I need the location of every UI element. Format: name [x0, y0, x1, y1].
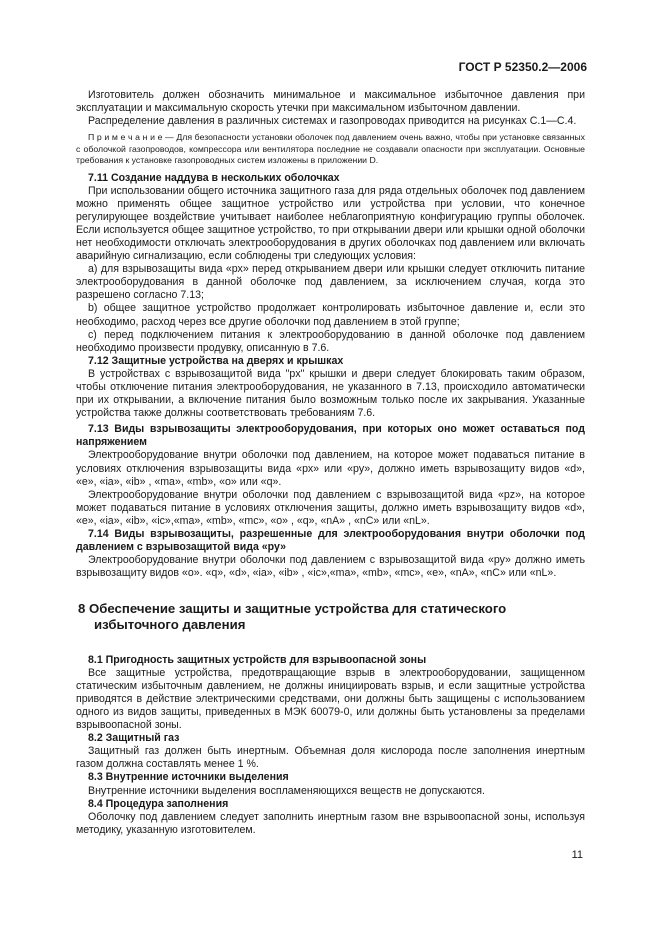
- chapter-heading-line: избыточного давления: [94, 617, 246, 632]
- note: П р и м е ч а н и е — Для безопасности установки оболочек под давлением очень важно, чтобы при установке связанных с оболочкой газопроводов, компрессора или вентилятора последние не создавали опасности при эксплуатации. Основные требования к установке газопроводных систем изложены в приложении D.: [76, 132, 585, 166]
- list-item: с) перед подключением питания к электрооборудованию в данной оболочке под давлением необходимо произвести продувку, описанную в 7.6.: [76, 328, 585, 354]
- paragraph: Оболочку под давлением следует заполнить инертным газом вне взрывоопасной зоны, используя методику, указанную изготовителем.: [76, 810, 585, 836]
- paragraph: Распределение давления в различных системах и газопроводах приводится на рисунках С.1—С.4.: [88, 115, 577, 128]
- document-header: ГОСТ Р 52350.2—2006: [458, 60, 587, 74]
- section-heading-8-4: 8.4 Процедура заполнения: [88, 797, 229, 810]
- paragraph: Все защитные устройства, предотвращающие взрыв в электрооборудовании, защищенном статическим избыточным давлением, не должны инициировать взрыв, и если защитные устройства приводятся в действие электрическими средствами, они должны быть защищены с использованием одного из видов защиты, приведенных в МЭК 60079-0, или должны быть установлены за пределами взрывоопасной зоны.: [76, 666, 585, 732]
- chapter-heading-line: 8 Обеспечение защиты и защитные устройства для статического: [78, 601, 507, 617]
- list-item: а) для взрывозащиты вида «рх» перед открыванием двери или крышки следует отключить питание электрооборудования в данной оболочке под давлением, за исключением случая, когда это разрешено согласно 7.13;: [76, 263, 585, 302]
- paragraph: Электрооборудование внутри оболочки под давлением, на которое может подаваться питание в условиях отключения взрывозащиты вида «рх» или «ру», должно иметь взрывозащиту видов «d», «е», «ia», «ib» , «ma», «mb», «о» или «q».: [76, 449, 585, 488]
- chapter-heading-8: [76, 601, 585, 632]
- page-number: 11: [571, 849, 583, 861]
- section-heading-8-1: 8.1 Пригодность защитных устройств для взрывоопасной зоны: [88, 653, 427, 666]
- paragraph: При использовании общего источника защитного газа для ряда отдельных оболочек под давлением можно применять общее защитное устройство или устройства при условии, что конечное регулирующее воздействие учитывает наиболее неблагоприятную конфигурацию группы оболочек. Если используется общее защитное устройство, то при открывании двери или крышки одной оболочки нет необходимости отключать электрооборудования в других оболочках под давлением или включать аварийную сигнализацию, если соблюдены три следующих условия:: [76, 184, 585, 263]
- paragraph: Электрооборудование внутри оболочки под давлением с взрывозащитой вида «ру» должно иметь взрывозащиту видов «о». «q», «d», «ia», «ib» , «ic»,«ma», «mb», «mc», «е», «nA», «nC» или «nL».: [76, 554, 585, 580]
- document-body: [76, 89, 585, 837]
- section-heading-8-3: 8.3 Внутренние источники выделения: [88, 771, 289, 784]
- section-heading-7-11: 7.11 Создание наддува в нескольких оболочках: [88, 171, 340, 184]
- section-heading-8-2: 8.2 Защитный газ: [88, 732, 180, 745]
- paragraph: Защитный газ должен быть инертным. Объемная доля кислорода после заполнения инертным газом должна составлять менее 1 %.: [76, 745, 585, 771]
- section-heading-7-13: 7.13 Виды взрывозащиты электрооборудования, при которых оно может оставаться под напряжением: [76, 423, 585, 449]
- paragraph: Электрооборудование внутри оболочки под давлением с взрывозащитой вида «pz», на которое может подаваться питание в условиях отключения защиты, должно иметь взрывозащиту видов «d», «е», «ia», «ib», «ic»,«ma», «mb», «mc», «о» , «q», «nA» , «nC» или «nL».: [76, 488, 585, 527]
- section-heading-7-14: 7.14 Виды взрывозащиты, разрешенные для электрооборудования внутри оболочки под давлением с взрывозащитой вида «ру»: [76, 528, 585, 554]
- paragraph: Внутренние источники выделения воспламеняющихся веществ не допускаются.: [88, 784, 485, 797]
- paragraph: Изготовитель должен обозначить минимальное и максимальное избыточное давления при эксплуатации и максимальную скорость утечки при максимальном избыточном давлении.: [76, 89, 585, 115]
- paragraph: В устройствах с взрывозащитой вида "px" крышки и двери следует блокировать таким образом, чтобы отключение питания электрооборудования, не указанного в 7.13, происходило автоматически при их открывании, а включение питания было возможным только после их закрывания. Указанные устройства также должны соответствовать требованиям 7.6.: [76, 367, 585, 420]
- list-item: b) общее защитное устройство продолжает контролировать избыточное давление и, если это необходимо, расход через все другие оболочки под давлением в этой группе;: [76, 302, 585, 328]
- section-heading-7-12: 7.12 Защитные устройства на дверях и крышках: [88, 354, 344, 367]
